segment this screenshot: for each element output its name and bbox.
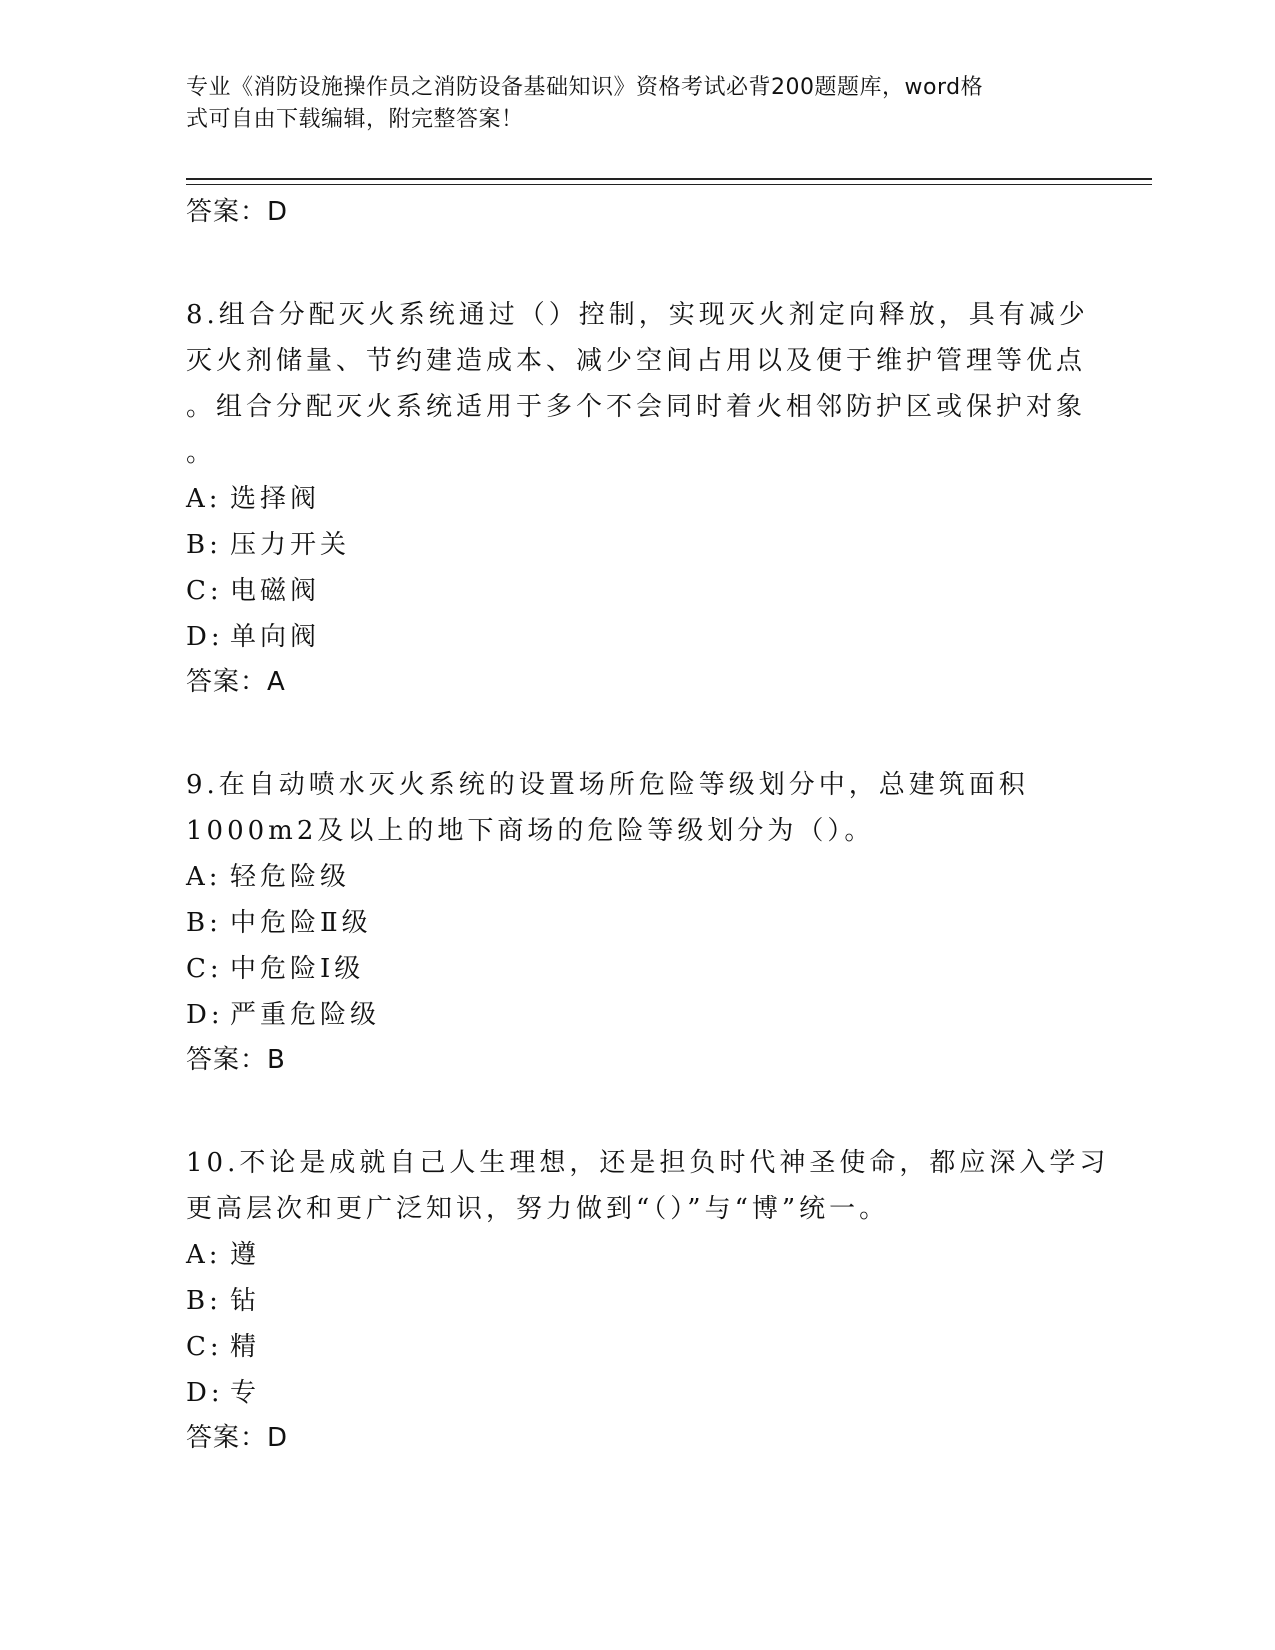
header-rule-thick [186,178,1152,180]
answer-line: 答案：A [186,667,286,697]
option-a [186,854,1086,900]
option-key: B: [186,908,222,938]
answer-line: 答案：D [186,1423,289,1453]
option-d [186,1370,1086,1416]
option-key: C: [186,576,223,606]
option-text: 专 [230,1378,261,1408]
option-key: A: [186,484,222,514]
question-text-line: 1000m2及以上的地下商场的危险等级划分为（）。 [186,816,875,846]
option-key: D: [186,1378,224,1408]
option-c [186,1324,1086,1370]
option-text: 中危险Ⅰ级 [230,954,365,984]
option-b [186,1278,1086,1324]
option-key: A: [186,862,222,892]
option-key: D: [186,1000,224,1030]
option-d [186,992,1086,1038]
option-key: C: [186,954,223,984]
option-b [186,522,1086,568]
option-b [186,900,1086,946]
question-block [186,292,1089,704]
header-line-1: 专业《消防设施操作员之消防设备基础知识》资格考试必背200题题库，word格 [186,75,984,100]
option-key: B: [186,1286,222,1316]
option-text: 钻 [230,1286,261,1316]
question-block [186,762,1086,1082]
answer-line: 答案：B [186,1045,286,1075]
question-text-line: 9.在自动喷水灭火系统的设置场所危险等级划分中，总建筑面积 [186,770,1029,800]
option-text: 选择阀 [230,484,321,514]
header-line-2: 式可自由下载编辑，附完整答案！ [186,107,524,132]
question-text-line: 灭火剂储量、节约建造成本、减少空间占用以及便于维护管理等优点 [186,346,1087,376]
option-a [186,476,1086,522]
option-c [186,568,1086,614]
option-key: B: [186,530,222,560]
option-text: 电磁阀 [230,576,321,606]
option-d [186,614,1086,660]
option-text: 严重危险级 [230,1000,381,1030]
question-text-line: 。组合分配灭火系统适用于多个不会同时着火相邻防护区或保护对象 [186,392,1087,422]
header-rule-thin [186,184,1152,185]
option-c [186,946,1086,992]
option-a [186,1232,1086,1278]
option-key: D: [186,622,224,652]
option-text: 遵 [230,1240,261,1270]
option-text: 精 [230,1332,261,1362]
option-text: 中危险Ⅱ级 [230,908,372,938]
question-block [186,1140,1110,1460]
option-key: A: [186,1240,222,1270]
document-header [186,72,1066,136]
previous-answer: 答案：D [186,197,289,227]
question-text-line: 。 [186,438,217,468]
document-body [186,190,1110,1460]
option-text: 轻危险级 [230,862,351,892]
question-text-line: 更高层次和更广泛知识，努力做到“（）”与“博”统一。 [186,1194,890,1224]
option-text: 单向阀 [230,622,321,652]
option-text: 压力开关 [230,530,351,560]
question-text-line: 10.不论是成就自己人生理想，还是担负时代神圣使命，都应深入学习 [186,1148,1110,1178]
question-text-line: 8.组合分配灭火系统通过（）控制，实现灭火剂定向释放，具有减少 [186,300,1089,330]
option-key: C: [186,1332,223,1362]
